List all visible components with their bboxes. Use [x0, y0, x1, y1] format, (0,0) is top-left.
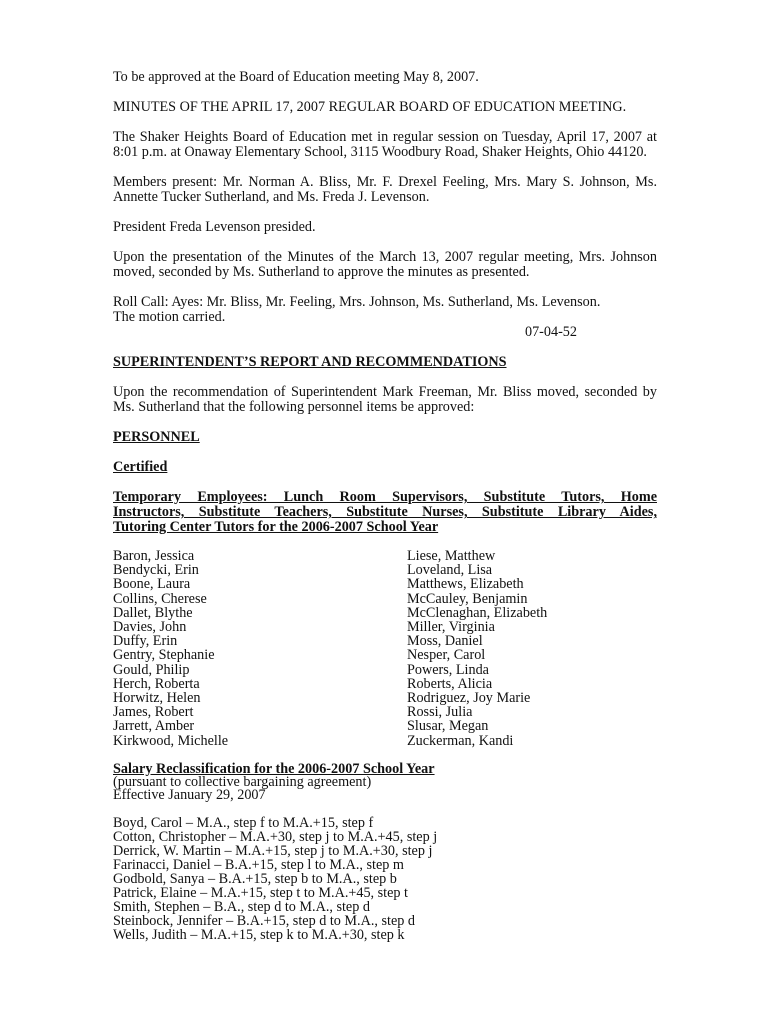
- names-column-left: [113, 549, 407, 748]
- roll-call: Roll Call: Ayes: Mr. Bliss, Mr. Feeling, Mrs. Johnson, Ms. Sutherland, Ms. Levenson.: [113, 294, 601, 310]
- document-page: [113, 70, 657, 942]
- employee-name: Zuckerman, Kandi: [407, 732, 514, 749]
- salary-reclassification-heading: Salary Reclassification for the 2006-2007 School Year: [113, 760, 435, 777]
- certified-heading: Certified: [113, 459, 168, 475]
- employee-name: Jarrett, Amber: [113, 718, 195, 735]
- salary-reclassification-effective: Effective January 29, 2007: [113, 786, 266, 803]
- employee-name: Rodriguez, Joy Marie: [407, 690, 531, 707]
- reclassification-item: Smith, Stephen – B.A., step d to M.A., step d: [113, 898, 370, 915]
- superintendent-heading: SUPERINTENDENT’S REPORT AND RECOMMENDATIONS: [113, 354, 507, 370]
- personnel-heading: PERSONNEL: [113, 429, 200, 445]
- names-column-right: [407, 549, 657, 748]
- employee-name: Gould, Philip: [113, 661, 190, 678]
- minutes-title: MINUTES OF THE APRIL 17, 2007 REGULAR BOARD OF EDUCATION MEETING.: [113, 99, 627, 115]
- employee-name: Collins, Cherese: [113, 590, 207, 607]
- employee-name: Powers, Linda: [407, 661, 489, 678]
- reclassification-item: Cotton, Christopher – M.A.+30, step j to M.A.+45, step j: [113, 828, 438, 845]
- resolution-number: 07-04-52: [524, 324, 577, 340]
- reclassification-item: Boyd, Carol – M.A., step f to M.A.+15, step f: [113, 814, 374, 831]
- employee-name: Miller, Virginia: [407, 619, 495, 636]
- employee-name: Boone, Laura: [113, 576, 191, 593]
- temporary-employees-heading-line: Instructors, Substitute Teachers, Substitute Nurses, Substitute Library Aides,: [113, 504, 657, 520]
- employee-name: Roberts, Alicia: [407, 675, 493, 692]
- reclassification-item: Godbold, Sanya – B.A.+15, step b to M.A., step b: [113, 870, 397, 887]
- employee-name: Duffy, Erin: [113, 633, 178, 650]
- president-presided: President Freda Levenson presided.: [113, 219, 316, 235]
- employee-name: Kirkwood, Michelle: [113, 732, 229, 749]
- reclassification-item: Wells, Judith – M.A.+15, step k to M.A.+30, step k: [113, 926, 405, 943]
- employee-name: Bendycki, Erin: [113, 562, 199, 579]
- temporary-employees-list: [113, 549, 657, 748]
- employee-name: James, Robert: [113, 704, 194, 721]
- employee-name: Loveland, Lisa: [407, 562, 493, 579]
- employee-name: Herch, Roberta: [113, 675, 200, 692]
- reclassification-item: Steinbock, Jennifer – B.A.+15, step d to M.A., step d: [113, 912, 415, 929]
- salary-reclassification-section: [113, 760, 657, 803]
- employee-name: Baron, Jessica: [113, 548, 195, 564]
- minutes-approval-motion: Upon the presentation of the Minutes of the March 13, 2007 regular meeting, Mrs. Johnson moved, seconded by Ms. Sutherland to approve the minutes as presented.: [113, 249, 657, 280]
- employee-name: Rossi, Julia: [407, 704, 473, 721]
- employee-name: Slusar, Megan: [407, 718, 489, 735]
- employee-name: Liese, Matthew: [407, 548, 496, 564]
- salary-reclassification-list: [113, 816, 657, 942]
- reclassification-item: Farinacci, Daniel – B.A.+15, step l to M.A., step m: [113, 856, 404, 873]
- temporary-employees-heading-line: Temporary Employees: Lunch Room Supervisors, Substitute Tutors, Home: [113, 489, 657, 505]
- approval-note: To be approved at the Board of Education meeting May 8, 2007.: [113, 69, 479, 85]
- employee-name: Horwitz, Helen: [113, 690, 201, 707]
- employee-name: McCauley, Benjamin: [407, 590, 528, 607]
- meeting-intro: The Shaker Heights Board of Education met in regular session on Tuesday, April 17, 2007 at 8:01 p.m. at Onaway Elementary School, 3115 Woodbury Road, Shaker Heights, Ohio 44120.: [113, 129, 657, 160]
- employee-name: Moss, Daniel: [407, 633, 483, 650]
- temporary-employees-heading-line: Tutoring Center Tutors for the 2006-2007 School Year: [113, 519, 439, 535]
- salary-reclassification-note: (pursuant to collective bargaining agreement): [113, 773, 372, 790]
- employee-name: Gentry, Stephanie: [113, 647, 215, 664]
- reclassification-item: Derrick, W. Martin – M.A.+15, step j to M.A.+30, step j: [113, 842, 433, 859]
- employee-name: Davies, John: [113, 619, 187, 636]
- superintendent-recommendation: Upon the recommendation of Superintendent Mark Freeman, Mr. Bliss moved, seconded by Ms. Sutherland that the following personnel items be approved:: [113, 384, 657, 415]
- employee-name: McClenaghan, Elizabeth: [407, 604, 548, 621]
- employee-name: Dallet, Blythe: [113, 604, 193, 621]
- motion-carried: The motion carried.: [113, 309, 226, 325]
- members-present: Members present: Mr. Norman A. Bliss, Mr. F. Drexel Feeling, Mrs. Mary S. Johnson, Ms. Annette Tucker Sutherland, and Ms. Freda J. Levenson.: [113, 174, 657, 205]
- reclassification-item: Patrick, Elaine – M.A.+15, step t to M.A.+45, step t: [113, 884, 408, 901]
- employee-name: Nesper, Carol: [407, 647, 486, 664]
- employee-name: Matthews, Elizabeth: [407, 576, 524, 593]
- temporary-employees-heading: [113, 490, 657, 535]
